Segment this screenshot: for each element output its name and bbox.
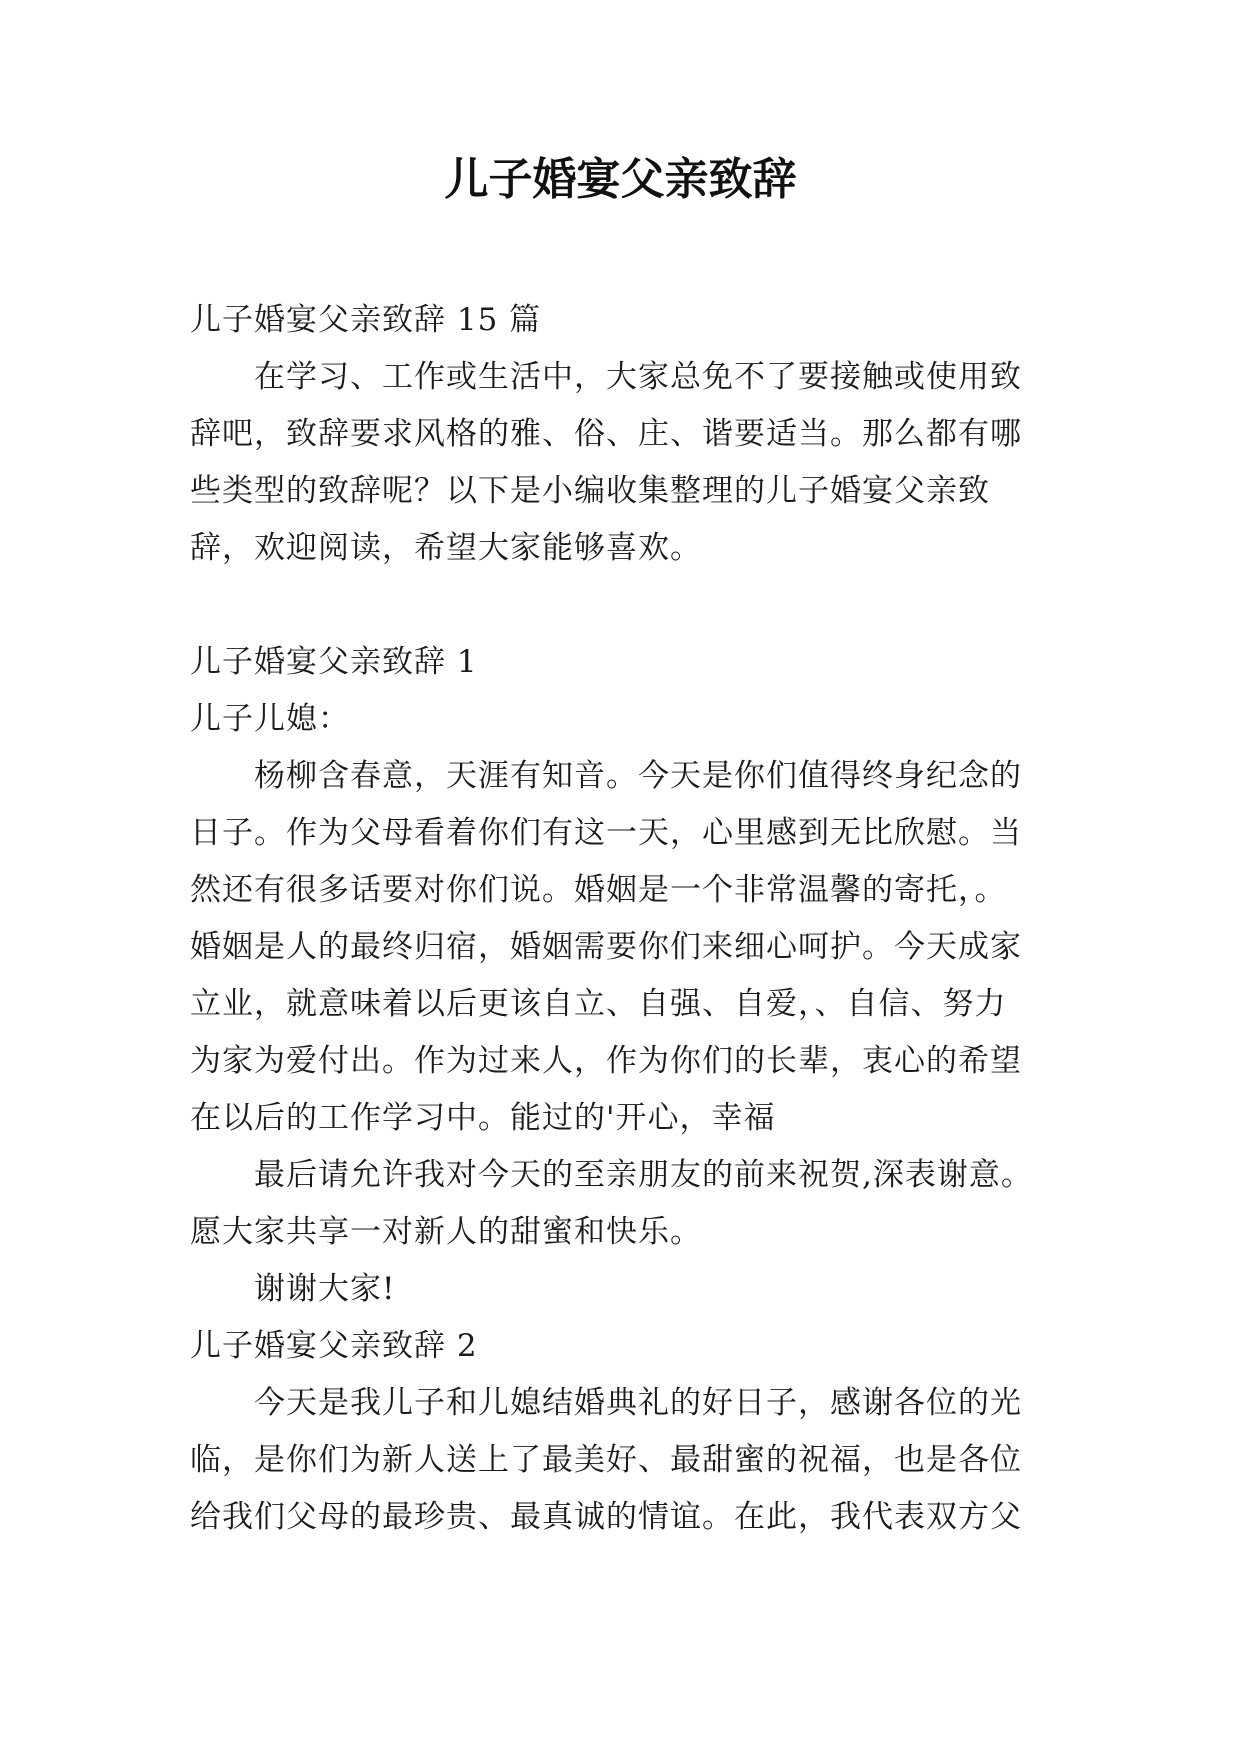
- paragraph-line: 今天是我儿子和儿媳结婚典礼的好日子，感谢各位的光: [190, 1385, 1022, 1421]
- document-title: 儿子婚宴父亲致辞: [444, 154, 797, 205]
- paragraph-line: 为家为爱付出。作为过来人，作为你们的长辈，衷心的希望: [190, 1043, 1022, 1079]
- paragraph-line: 然还有很多话要对你们说。婚姻是一个非常温馨的寄托，。: [190, 872, 1007, 908]
- paragraph-line: 给我们父母的最珍贵、最真诚的情谊。在此，我代表双方父: [190, 1499, 1022, 1535]
- paragraph-line: 立业，就意味着以后更该自立、自强、自爱，、自信、努力: [190, 986, 1007, 1022]
- paragraph-line: 杨柳含春意，天涯有知音。今天是你们值得终身纪念的: [190, 758, 1022, 794]
- paragraph-line: 愿大家共享一对新人的甜蜜和快乐。: [190, 1214, 702, 1250]
- paragraph-line: 些类型的致辞呢？以下是小编收集整理的儿子婚宴父亲致: [190, 473, 990, 509]
- paragraph-line: 在学习、工作或生活中，大家总免不了要接触或使用致: [190, 359, 1022, 395]
- paragraph-line: 辞吧，致辞要求风格的雅、俗、庄、谐要适当。那么都有哪: [190, 416, 1022, 452]
- salutation-line: 儿子儿媳：: [190, 701, 350, 737]
- section-heading: 儿子婚宴父亲致辞 2: [190, 1328, 478, 1364]
- section-heading: 儿子婚宴父亲致辞 1: [190, 644, 478, 680]
- paragraph-line: 日子。作为父母看着你们有这一天，心里感到无比欣慰。当: [190, 815, 1022, 851]
- blank-line: [190, 577, 1060, 634]
- closing-line: 谢谢大家!: [190, 1271, 396, 1307]
- document-body: [190, 292, 1060, 1546]
- paragraph-line: 最后请允许我对今天的至亲朋友的前来祝贺,深表谢意。: [190, 1157, 1033, 1193]
- subtitle-line: 儿子婚宴父亲致辞 15 篇: [190, 302, 542, 338]
- paragraph-line: 婚姻是人的最终归宿，婚姻需要你们来细心呵护。今天成家: [190, 929, 1022, 965]
- paragraph-line: 辞，欢迎阅读，希望大家能够喜欢。: [190, 530, 702, 566]
- paragraph-line: 临，是你们为新人送上了最美好、最甜蜜的祝福，也是各位: [190, 1442, 1022, 1478]
- paragraph-line: 在以后的工作学习中。能过的'开心，幸福: [190, 1100, 776, 1136]
